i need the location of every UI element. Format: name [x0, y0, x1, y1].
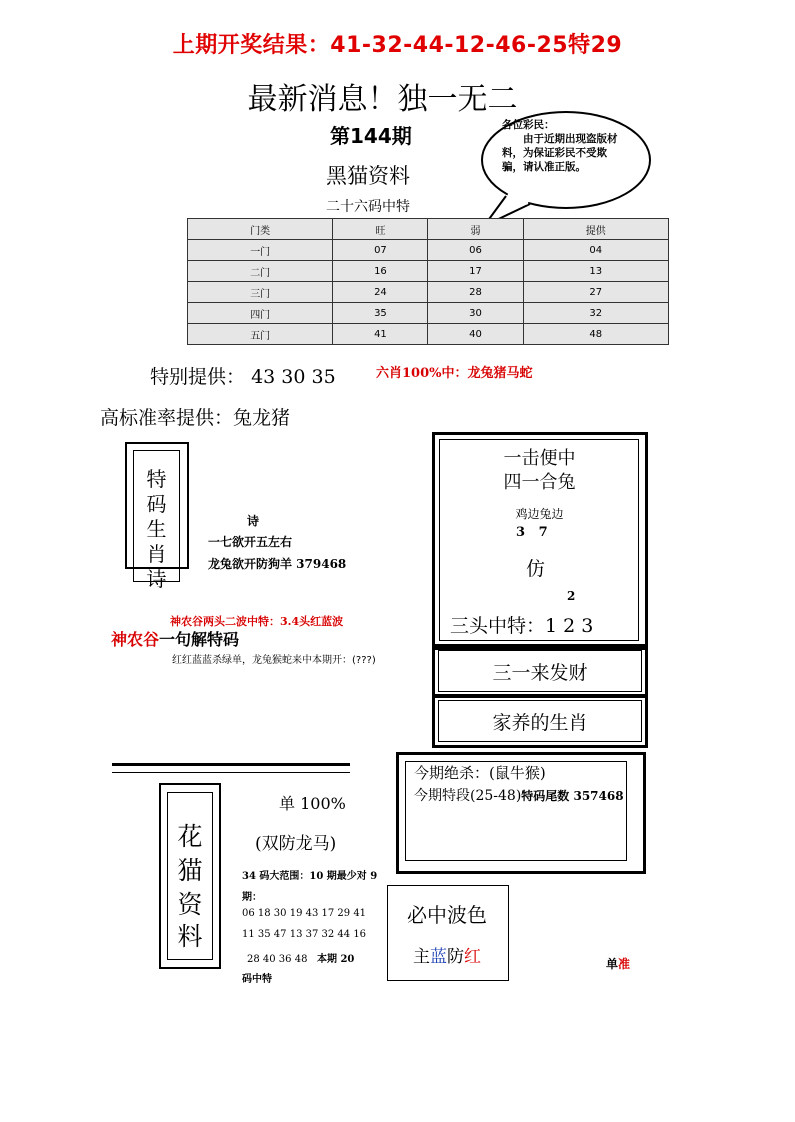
- number-row-values: 28 40 36 48: [247, 954, 308, 965]
- table-cell: 30: [428, 303, 523, 324]
- poem-heading: 诗: [247, 514, 260, 528]
- table-cell: 三门: [188, 282, 333, 303]
- one-hit-title: 一击便中: [503, 448, 576, 469]
- table-cell: 40: [428, 324, 523, 345]
- table-row: [188, 303, 669, 324]
- tail-numbers: 特码尾数 357468: [521, 789, 624, 803]
- table-cell: 24: [333, 282, 428, 303]
- domestic-box: [432, 694, 648, 748]
- table-cell: 32: [523, 303, 668, 324]
- table-cell: 28: [428, 282, 523, 303]
- three-head-line: 三头中特：1 2 3: [450, 615, 594, 637]
- last-draw-result: 上期开奖结果：41-32-44-12-46-25特29: [172, 33, 623, 58]
- range-label: 34 码大范围：10 期最少对 9 期：: [242, 871, 378, 903]
- table-row: [188, 261, 669, 282]
- poem-box-char: 码: [146, 492, 167, 516]
- shennong-two-wave: 神农谷两头二波中特：3.4头红蓝波: [170, 615, 344, 628]
- table-header-row: [188, 219, 669, 240]
- one-hit-two: 2: [567, 589, 576, 603]
- accurate-label: 准: [618, 957, 631, 971]
- subtitle: 黑猫资料: [326, 164, 410, 188]
- wave-red: 红: [464, 947, 481, 967]
- table-cell: 二门: [188, 261, 333, 282]
- table-cell: 13: [523, 261, 668, 282]
- segment-line: [414, 785, 624, 805]
- number-row: 11 35 47 13 37 32 44 16: [242, 929, 367, 940]
- table-header: 弱: [428, 219, 523, 240]
- shennong-riddle: 红红蓝蓝杀绿单，龙兔猴蛇来中本期开：(???): [172, 655, 376, 666]
- high-accuracy-line: 高标准率提供：兔龙猪: [100, 407, 291, 429]
- poem-box-char: 生: [146, 517, 167, 541]
- number-row-note: 本期 20: [316, 954, 355, 965]
- table-cell: 06: [428, 240, 523, 261]
- divider: [112, 763, 350, 773]
- special-numbers: 43 30 35: [251, 366, 336, 388]
- bubble-title: 各位彩民：: [502, 119, 555, 131]
- table-cell: 27: [523, 282, 668, 303]
- guard-dragon-horse: (双防龙马): [255, 834, 337, 854]
- table-header: 提供: [523, 219, 668, 240]
- single-100: 单 100%: [279, 794, 346, 813]
- table-cell: 17: [428, 261, 523, 282]
- issue-number: 第144期: [330, 124, 412, 148]
- kill-line: 今期绝杀：(鼠牛猴): [414, 764, 546, 782]
- huamao-char: 料: [177, 922, 203, 951]
- number-row-note: 码中特: [242, 974, 272, 985]
- bubble-text: [502, 118, 626, 174]
- table-cell: 一门: [188, 240, 333, 261]
- table-cell: 48: [523, 324, 668, 345]
- huamao-char: 花: [177, 822, 203, 851]
- wave-blue: 蓝: [430, 947, 447, 967]
- table-cell: 07: [333, 240, 428, 261]
- poem-box-char: 肖: [146, 542, 167, 566]
- single-accurate: [606, 955, 630, 972]
- table-row: [188, 282, 669, 303]
- poem-box-char: 特: [146, 467, 167, 491]
- huamao-char: 资: [177, 890, 203, 919]
- number-row: 06 18 30 19 43 17 29 41: [242, 908, 367, 919]
- wave-main-label: 主: [413, 947, 430, 967]
- six-zodiac-line: 六肖100%中：龙兔猪马蛇: [376, 366, 533, 381]
- table-row: [188, 324, 669, 345]
- one-hit-numbers: 3 7: [516, 525, 548, 540]
- special-label: 特别提供：: [150, 366, 246, 388]
- shennong-title-black: 一句解特码: [159, 630, 240, 649]
- fortune-text: 三一来发财: [492, 662, 588, 684]
- table-row: [188, 240, 669, 261]
- table-cell: 41: [333, 324, 428, 345]
- poem-line: 一七欲开五左右: [208, 535, 293, 549]
- table-caption: 二十六码中特: [326, 199, 410, 215]
- table-cell: 16: [333, 261, 428, 282]
- one-hit-hint: 鸡边兔边: [515, 507, 564, 521]
- one-hit-subtitle: 四一合兔: [503, 472, 576, 493]
- table-cell: 四门: [188, 303, 333, 324]
- one-hit-fang: 仿: [526, 558, 546, 580]
- number-table: [187, 218, 669, 345]
- poem-box: [125, 442, 189, 591]
- domestic-text: 家养的生肖: [492, 712, 588, 734]
- wave-color-main: [387, 942, 507, 967]
- table-cell: 04: [523, 240, 668, 261]
- headline: 最新消息！独一无二: [247, 82, 518, 117]
- bubble-body: 由于近期出现盗版材料，为保证彩民不受欺骗，请认准正版。: [502, 133, 618, 173]
- wave-guard-label: 防: [447, 947, 464, 967]
- table-header: 旺: [333, 219, 428, 240]
- segment-range: 今期特段(25-48): [414, 788, 522, 804]
- number-row: [247, 950, 354, 965]
- huamao-char: 猫: [177, 856, 203, 885]
- table-cell: 35: [333, 303, 428, 324]
- huamao-box: [159, 783, 221, 969]
- poem-box-char: 诗: [146, 567, 167, 591]
- fortune-box: [432, 644, 648, 698]
- shennong-title: [111, 627, 239, 650]
- wave-color-title: 必中波色: [407, 903, 487, 927]
- single-label: 单: [606, 957, 619, 971]
- table-cell: 五门: [188, 324, 333, 345]
- table-header: 门类: [188, 219, 333, 240]
- shennong-title-red: 神农谷: [111, 630, 160, 649]
- poem-line: 龙兔欲开防狗羊 379468: [208, 557, 347, 571]
- special-offer: [150, 362, 336, 389]
